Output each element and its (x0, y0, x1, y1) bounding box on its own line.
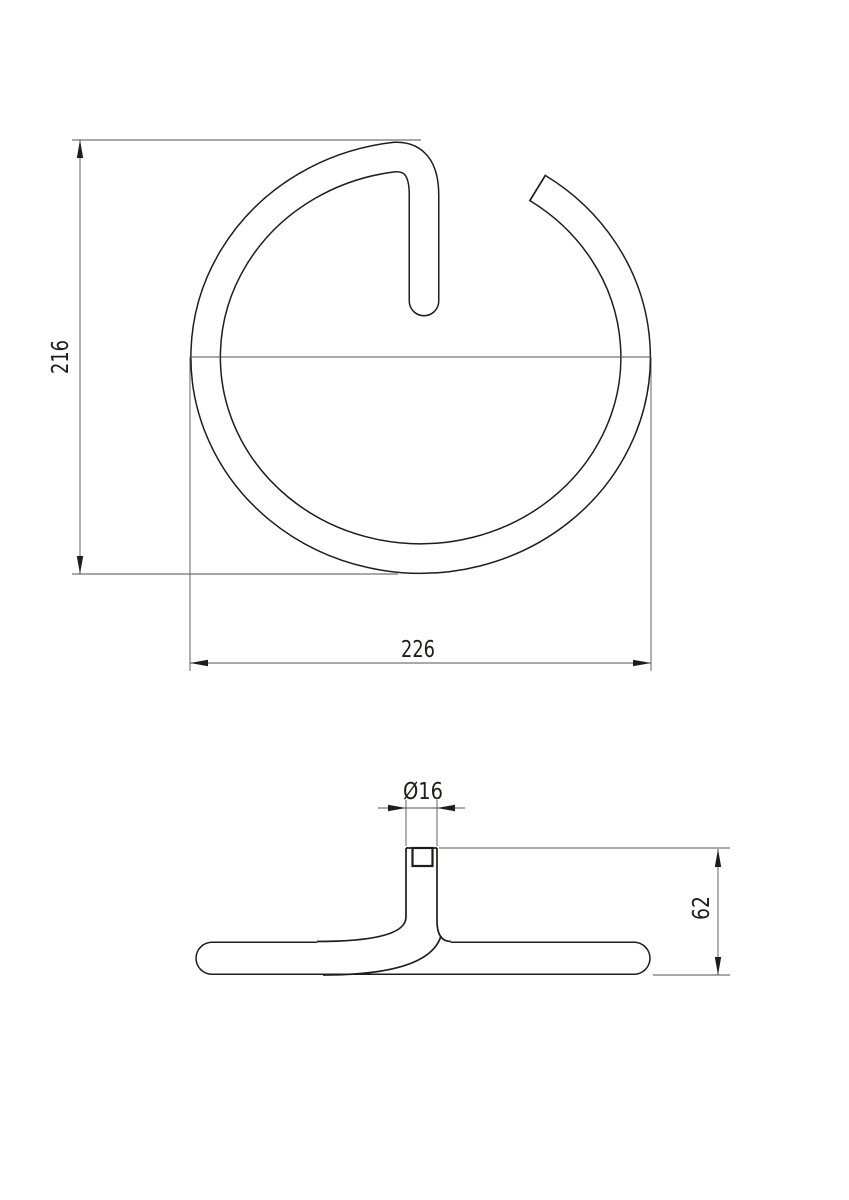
dim-width-label: 226 (401, 637, 435, 663)
ring-tube-core (206, 157, 636, 559)
dim-diameter-arrow-right (437, 805, 455, 811)
dim-height-arrow-bottom (77, 556, 83, 574)
dim-depth-label: 62 (689, 890, 715, 920)
dim-diameter-label: Ø16 (403, 779, 443, 805)
dim-depth-arrow-top (715, 849, 721, 867)
dim-height-arrow-top (77, 140, 83, 158)
stem-fixing-notch (413, 848, 433, 866)
dim-diameter-arrow-left (388, 805, 406, 811)
dim-width-arrow-right (633, 660, 651, 666)
front-view (48, 140, 651, 671)
dim-height-label: 216 (48, 330, 74, 374)
top-view (212, 779, 730, 975)
dim-depth-arrow-bottom (715, 957, 721, 975)
dim-width-arrow-left (190, 660, 208, 666)
